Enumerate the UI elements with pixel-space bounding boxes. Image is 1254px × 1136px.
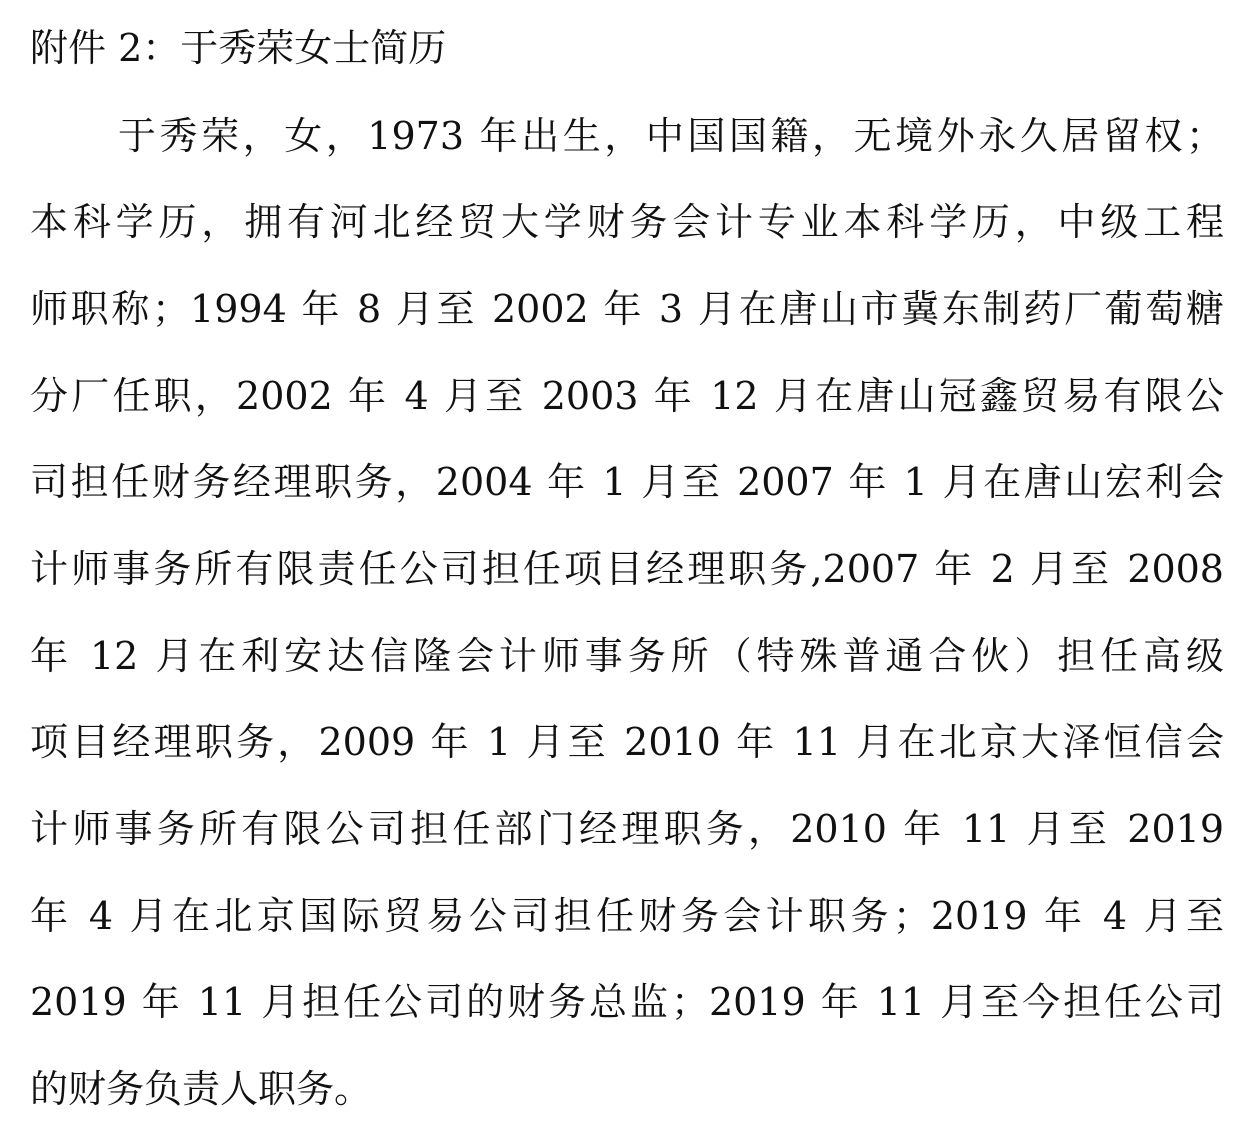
body-line: 分厂任职，2002 年 4 月至 2003 年 12 月在唐山冠鑫贸易有限公	[30, 374, 1224, 418]
body-line: 于秀荣，女，1973 年出生，中国国籍，无境外永久居留权；	[118, 114, 1224, 158]
body-line: 司担任财务经理职务，2004 年 1 月至 2007 年 1 月在唐山宏利会	[30, 460, 1224, 504]
body-line: 的财务负责人职务。	[30, 1067, 373, 1111]
body-line: 年 4 月在北京国际贸易公司担任财务会计职务；2019 年 4 月至	[30, 894, 1224, 938]
body-line: 项目经理职务，2009 年 1 月至 2010 年 11 月在北京大泽恒信会	[30, 720, 1224, 764]
body-line: 计师事务所有限公司担任部门经理职务，2010 年 11 月至 2019	[30, 807, 1224, 851]
body-line: 计师事务所有限责任公司担任项目经理职务,2007 年 2 月至 2008	[30, 547, 1224, 591]
document-heading: 附件 2：于秀荣女士简历	[30, 26, 447, 70]
body-line: 年 12 月在利安达信隆会计师事务所（特殊普通合伙）担任高级	[30, 634, 1224, 678]
body-line: 2019 年 11 月担任公司的财务总监；2019 年 11 月至今担任公司	[30, 980, 1224, 1024]
body-line: 师职称；1994 年 8 月至 2002 年 3 月在唐山市冀东制药厂葡萄糖	[30, 287, 1224, 331]
body-line: 本科学历，拥有河北经贸大学财务会计专业本科学历，中级工程	[30, 200, 1224, 244]
